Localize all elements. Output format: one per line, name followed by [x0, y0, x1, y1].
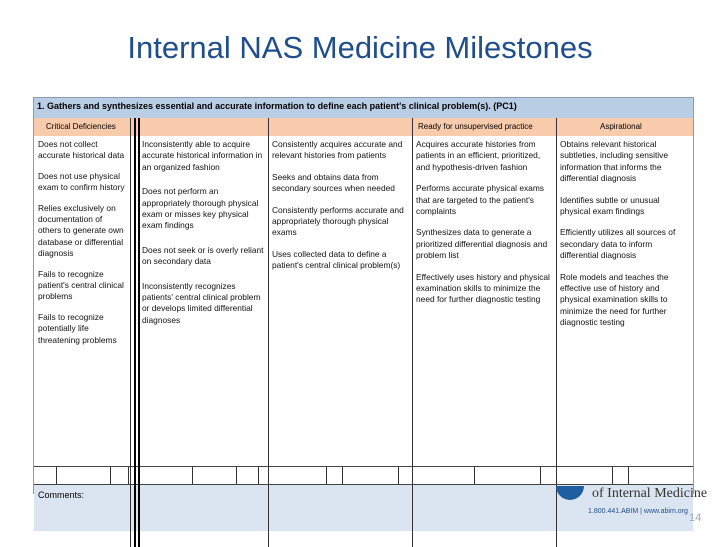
milestone-item: Effectively uses history and physical examination skills to minimize the need for further diagnostic testing — [416, 271, 550, 305]
level-critical-deficiencies: Critical Deficiencies — [46, 122, 116, 131]
level-aspirational: Aspirational — [600, 122, 642, 131]
milestone-item: Inconsistently recognizes patients' central clinical problem or develops limited differential diagnoses — [142, 280, 261, 325]
column-divider — [412, 118, 413, 547]
milestone-tick — [342, 466, 343, 484]
column-divider — [130, 118, 131, 547]
milestone-item: Uses collected data to define a patient's central clinical problem(s) — [272, 248, 401, 271]
milestone-tick — [258, 466, 259, 484]
comments-label: Comments: — [38, 490, 85, 500]
milestone-item: Consistently performs accurate and appropriately thorough physical exams — [272, 204, 404, 238]
milestone-tick — [192, 466, 193, 484]
milestone-item: Synthesizes data to generate a prioritized differential diagnosis and problem list — [416, 227, 548, 261]
milestone-item: Relies exclusively on documentation of others to generate own database or differential diagnosis — [38, 202, 124, 259]
milestone-item: Fails to recognize patient's central clinical problems — [38, 268, 124, 302]
milestone-tick — [110, 466, 111, 484]
logo-mark-icon — [556, 486, 584, 500]
milestone-item: Does not collect accurate historical data — [38, 139, 125, 161]
milestone-tick — [326, 466, 327, 484]
milestone-item: Inconsistently able to acquire accurate historical information in an organized fashion — [142, 139, 263, 172]
milestone-scale-line — [34, 466, 693, 467]
milestone-tick — [56, 466, 57, 484]
column-divider — [268, 118, 269, 547]
page-number: 14 — [689, 512, 702, 524]
milestone-item: Consistently acquires accurate and relevant histories from patients — [272, 139, 403, 161]
milestone-item: Does not use physical exam to confirm history — [38, 170, 125, 193]
milestone-tick — [612, 466, 613, 484]
logo-contact: 1.800.441.ABIM | www.abim.org — [588, 508, 688, 515]
milestone-item: Acquires accurate histories from patients in an efficient, prioritized, and hypothesis-driven fashion — [416, 139, 541, 172]
column-divider-thick — [138, 118, 140, 547]
milestone-tick — [474, 466, 475, 484]
milestone-tick — [128, 466, 129, 484]
slide-title: Internal NAS Medicine Milestones — [127, 30, 593, 65]
milestone-item: Fails to recognize potentially life threatening problems — [38, 311, 117, 345]
level-header-row — [34, 118, 693, 136]
level-ready-unsupervised: Ready for unsupervised practice — [418, 122, 533, 131]
milestone-tick — [398, 466, 399, 484]
competency-header: 1. Gathers and synthesizes essential and accurate information to define each patient's clinical problem(s). (PC1) — [34, 98, 693, 118]
milestone-item: Does not perform an appropriately thorough physical exam or misses key physical exam findings — [142, 186, 259, 231]
column-divider — [556, 118, 557, 547]
milestone-grid — [34, 136, 693, 546]
milestone-item: Seeks and obtains data from secondary sources when needed — [272, 171, 395, 194]
milestone-tick — [236, 466, 237, 484]
milestone-item: Does not seek or is overly reliant on secondary data — [142, 244, 264, 267]
milestone-tick — [540, 466, 541, 484]
milestone-item: Role models and teaches the effective use of history and physical examination skills to minimize the need for further diagnostic testing — [560, 271, 669, 328]
milestone-item: Efficiently utilizes all sources of secondary data to inform differential diagnosis — [560, 227, 676, 261]
milestone-item: Identifies subtle or unusual physical exam findings — [560, 194, 660, 217]
milestone-item: Performs accurate physical exams that are targeted to the patient's complaints — [416, 183, 544, 217]
milestone-tick — [628, 466, 629, 484]
column-divider-thick — [134, 118, 136, 547]
milestone-item: Obtains relevant historical subtleties, including sensitive information that informs the differential diagnosis — [560, 139, 669, 184]
logo-text: of Internal Medicine — [592, 486, 708, 501]
